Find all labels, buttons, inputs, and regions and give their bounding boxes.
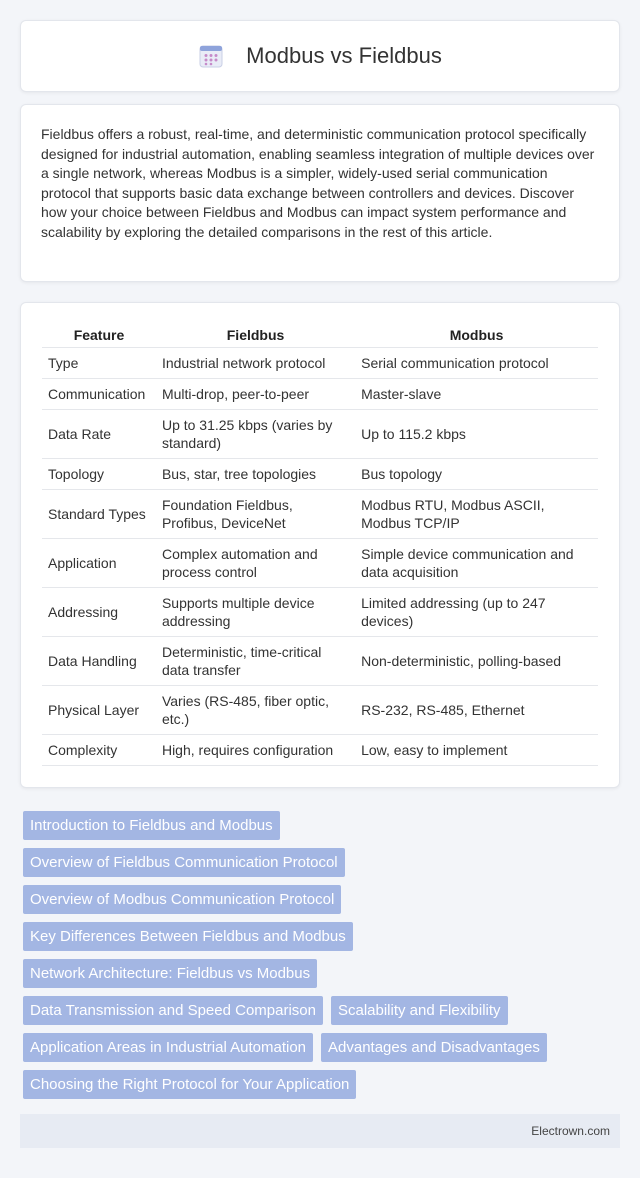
table-cell: Serial communication protocol <box>355 348 598 379</box>
comparison-table <box>42 323 598 766</box>
table-row <box>42 686 598 735</box>
table-cell: Deterministic, time-critical data transfer <box>156 637 355 686</box>
topic-link[interactable]: Key Differences Between Fieldbus and Modbus <box>23 922 353 951</box>
table-cell: Modbus RTU, Modbus ASCII, Modbus TCP/IP <box>355 490 598 539</box>
table-header-cell: Modbus <box>355 323 598 348</box>
table-cell: Low, easy to implement <box>355 735 598 766</box>
link-row <box>23 922 619 951</box>
table-cell: Up to 115.2 kbps <box>355 410 598 459</box>
table-cell: Data Handling <box>42 637 156 686</box>
table-cell: Bus topology <box>355 459 598 490</box>
link-row <box>23 1033 619 1062</box>
link-row <box>23 996 619 1025</box>
table-cell: Multi-drop, peer-to-peer <box>156 379 355 410</box>
table-header-cell: Feature <box>42 323 156 348</box>
table-cell: Supports multiple device addressing <box>156 588 355 637</box>
table-cell: Type <box>42 348 156 379</box>
topic-links <box>23 811 619 1107</box>
table-row <box>42 348 598 379</box>
table-cell: Complexity <box>42 735 156 766</box>
table-cell: Up to 31.25 kbps (varies by standard) <box>156 410 355 459</box>
topic-link[interactable]: Overview of Fieldbus Communication Protocol <box>23 848 345 877</box>
topic-link[interactable]: Introduction to Fieldbus and Modbus <box>23 811 280 840</box>
table-cell: Varies (RS-485, fiber optic, etc.) <box>156 686 355 735</box>
link-row <box>23 811 619 840</box>
topic-link[interactable]: Network Architecture: Fieldbus vs Modbus <box>23 959 317 988</box>
table-cell: Standard Types <box>42 490 156 539</box>
topic-link[interactable]: Data Transmission and Speed Comparison <box>23 996 323 1025</box>
table-row <box>42 588 598 637</box>
table-cell: Industrial network protocol <box>156 348 355 379</box>
link-row <box>23 885 619 914</box>
table-cell: Non-deterministic, polling-based <box>355 637 598 686</box>
table-cell: Communication <box>42 379 156 410</box>
link-row <box>23 959 619 988</box>
table-row <box>42 539 598 588</box>
table-cell: Addressing <box>42 588 156 637</box>
table-row <box>42 735 598 766</box>
footer-site-name[interactable]: Electrown.com <box>531 1124 610 1138</box>
link-row <box>23 848 619 877</box>
page-title: Modbus vs Fieldbus <box>246 43 442 68</box>
table-row <box>42 379 598 410</box>
intro-card <box>20 104 620 282</box>
table-row <box>42 490 598 539</box>
table-cell: Master-slave <box>355 379 598 410</box>
table-cell: Application <box>42 539 156 588</box>
table-row <box>42 410 598 459</box>
table-cell: Simple device communication and data acquisition <box>355 539 598 588</box>
table-cell: Bus, star, tree topologies <box>156 459 355 490</box>
table-header-row <box>42 323 598 348</box>
topic-link[interactable]: Scalability and Flexibility <box>331 996 508 1025</box>
table-header-cell: Fieldbus <box>156 323 355 348</box>
topic-link[interactable]: Application Areas in Industrial Automation <box>23 1033 313 1062</box>
footer <box>20 1114 620 1148</box>
link-row <box>23 1070 619 1099</box>
table-cell: Topology <box>42 459 156 490</box>
table-cell: Complex automation and process control <box>156 539 355 588</box>
table-cell: Foundation Fieldbus, Profibus, DeviceNet <box>156 490 355 539</box>
table-cell: Limited addressing (up to 247 devices) <box>355 588 598 637</box>
table-cell: Physical Layer <box>42 686 156 735</box>
topic-link[interactable]: Choosing the Right Protocol for Your Application <box>23 1070 356 1099</box>
table-cell: RS-232, RS-485, Ethernet <box>355 686 598 735</box>
intro-text: Fieldbus offers a robust, real-time, and deterministic communication protocol specifically designed for industrial automation, enabling seamless integration of multiple devices over a single network, whereas Modbus is a simpler, widely-used serial communication protocol that supports basic data exchange between controllers and devices. Discover how your choice between Fieldbus and Modbus can impact system performance and scalability by exploring the detailed comparisons in the rest of this article. <box>41 126 595 240</box>
header-card <box>20 20 620 92</box>
calendar-grid-icon <box>198 43 224 69</box>
table-cell: High, requires configuration <box>156 735 355 766</box>
table-row <box>42 637 598 686</box>
table-row <box>42 459 598 490</box>
table-cell: Data Rate <box>42 410 156 459</box>
comparison-table-card <box>20 302 620 788</box>
topic-link[interactable]: Overview of Modbus Communication Protocol <box>23 885 341 914</box>
topic-link[interactable]: Advantages and Disadvantages <box>321 1033 547 1062</box>
